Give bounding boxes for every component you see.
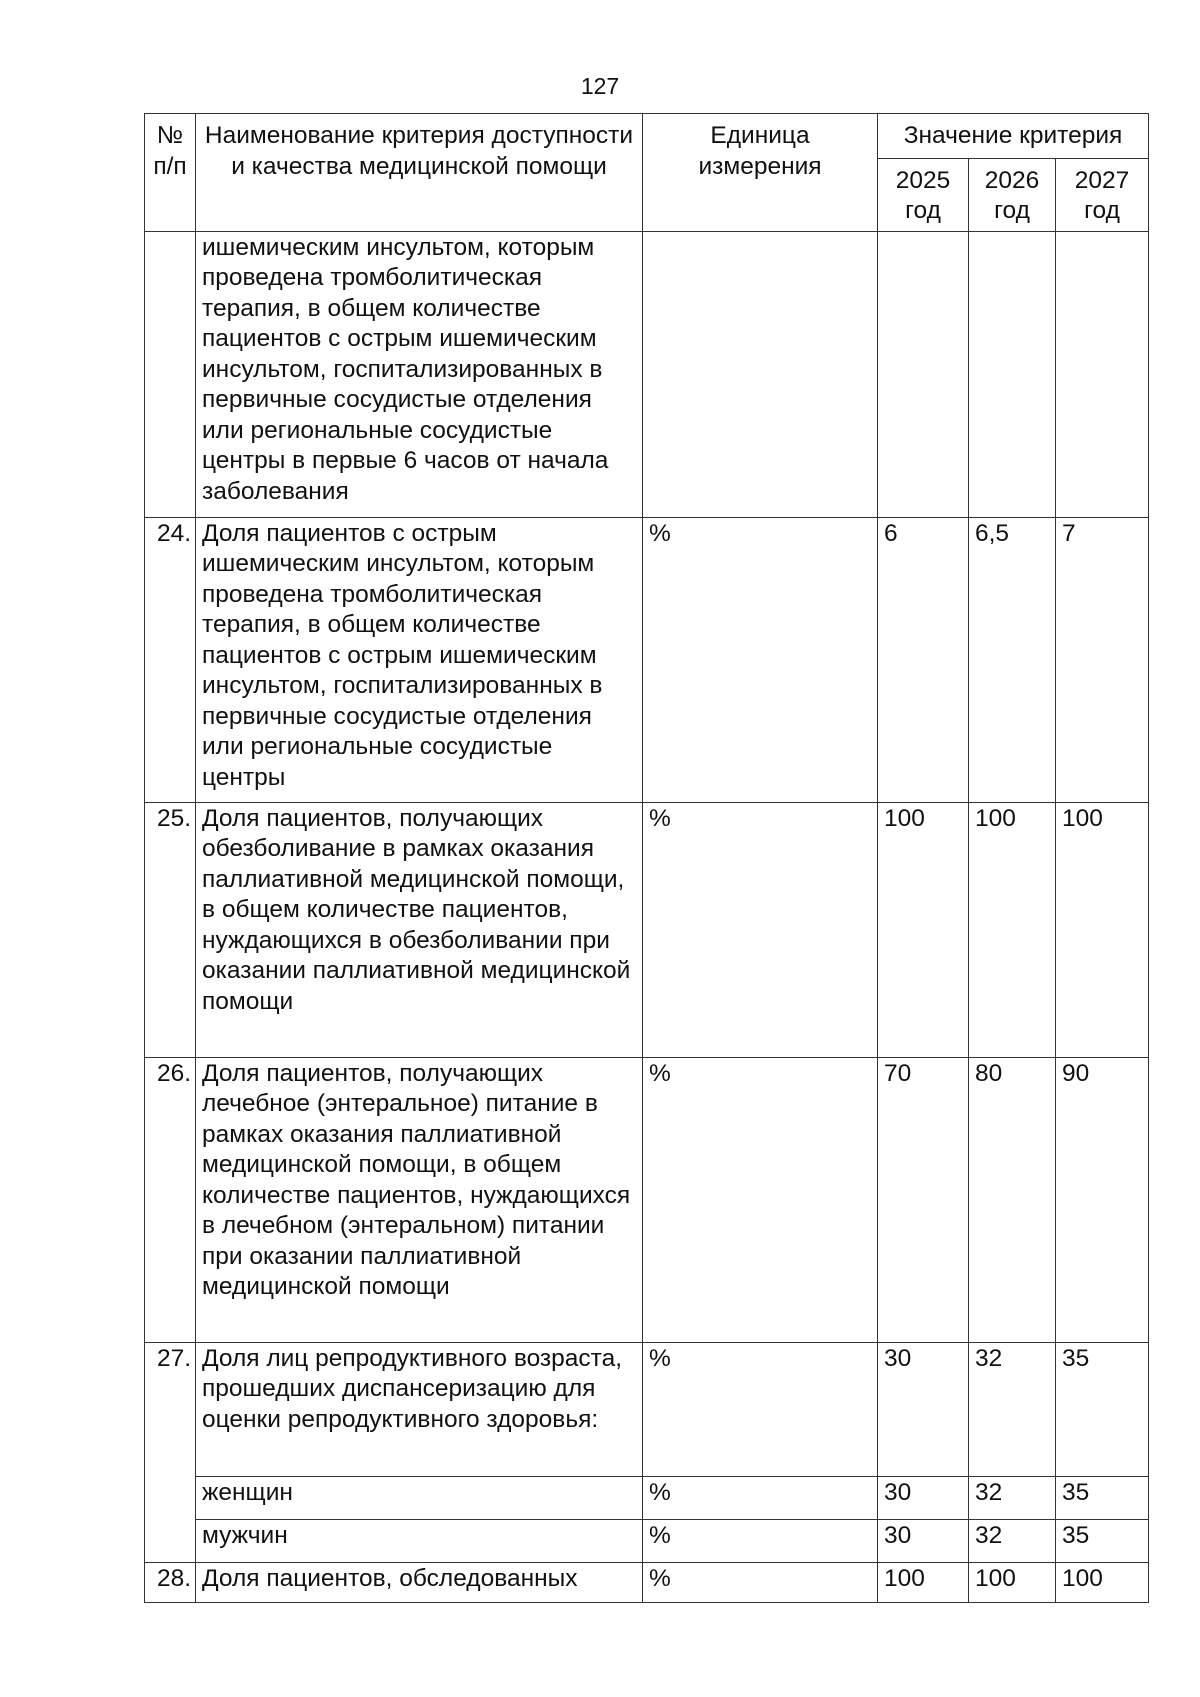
cell-value-2025: 100 [878,802,969,1057]
cell-value-2025: 30 [878,1519,969,1562]
cell-name: женщин [196,1476,643,1519]
cell-number: 28. [145,1562,196,1602]
table-row-24 [145,517,1149,802]
cell-value-2027: 100 [1056,1562,1149,1602]
cell-value-2026: 100 [969,1562,1056,1602]
cell-value [969,231,1056,517]
cell-number [145,231,196,517]
cell-value-2027: 7 [1056,517,1149,802]
cell-name: ишемическим инсультом, которым проведена тромболитическая терапия, в общем количестве пациентов с острым ишемическим инсультом, госпитализированных в первичные сосудистые отделения или региональные сосудистые центры в первые 6 часов от начала заболевания [196,231,643,517]
cell-number: 26. [145,1057,196,1342]
cell-name: Доля пациентов, получающих лечебное (энтеральное) питание в рамках оказания паллиативной медицинской помощи, в общем количестве пациентов, нуждающихся в лечебном (энтеральном) питании при оказании паллиативной медицинской помощи [196,1057,643,1342]
header-year-2026: 2026 год [969,158,1056,231]
cell-value-2027: 35 [1056,1476,1149,1519]
cell-name: Доля пациентов с острым ишемическим инсультом, которым проведена тромболитическая терапия, в общем количестве пациентов с острым ишемическим инсультом, госпитализированных в первичные сосудистые отделения или региональные сосудистые центры [196,517,643,802]
cell-name: Доля лиц репродуктивного возраста, прошедших диспансеризацию для оценки репродуктивного здоровья: [196,1342,643,1476]
cell-unit: % [643,1057,878,1342]
cell-name: мужчин [196,1519,643,1562]
table-row-26 [145,1057,1149,1342]
cell-number: 27. [145,1342,196,1562]
cell-unit: % [643,1342,878,1476]
criteria-table [144,113,1149,1603]
table-row-25 [145,802,1149,1057]
cell-value-2025: 70 [878,1057,969,1342]
header-name: Наименование критерия доступности и качества медицинской помощи [196,114,643,232]
cell-unit: % [643,1562,878,1602]
table-row-continuation [145,231,1149,517]
cell-unit: % [643,1519,878,1562]
cell-unit [643,231,878,517]
cell-value-2025: 100 [878,1562,969,1602]
cell-value [1056,231,1149,517]
cell-number: 25. [145,802,196,1057]
cell-value-2025: 30 [878,1476,969,1519]
cell-value [878,231,969,517]
cell-value-2026: 32 [969,1342,1056,1476]
page-number: 127 [580,73,620,99]
cell-value-2027: 35 [1056,1519,1149,1562]
table-row-27 [145,1342,1149,1476]
cell-value-2027: 35 [1056,1342,1149,1476]
table-subrow-men [145,1519,1149,1562]
cell-value-2026: 100 [969,802,1056,1057]
table-subrow-women [145,1476,1149,1519]
header-year-2027: 2027 год [1056,158,1149,231]
cell-value-2026: 32 [969,1519,1056,1562]
cell-value-2025: 6 [878,517,969,802]
cell-value-2026: 32 [969,1476,1056,1519]
table-row-28 [145,1562,1149,1602]
cell-unit: % [643,1476,878,1519]
cell-unit: % [643,517,878,802]
table-header [145,114,1149,232]
cell-value-2025: 30 [878,1342,969,1476]
header-number: № п/п [145,114,196,232]
header-value-group: Значение критерия [878,114,1149,159]
cell-name: Доля пациентов, обследованных [196,1562,643,1602]
cell-value-2027: 90 [1056,1057,1149,1342]
cell-name: Доля пациентов, получающих обезболивание в рамках оказания паллиативной медицинской помощи, в общем количестве пациентов, нуждающихся в обезболивании при оказании паллиативной медицинской помощи [196,802,643,1057]
cell-number: 24. [145,517,196,802]
header-year-2025: 2025 год [878,158,969,231]
cell-unit: % [643,802,878,1057]
cell-value-2026: 80 [969,1057,1056,1342]
header-unit: Единица измерения [643,114,878,232]
cell-value-2026: 6,5 [969,517,1056,802]
cell-value-2027: 100 [1056,802,1149,1057]
